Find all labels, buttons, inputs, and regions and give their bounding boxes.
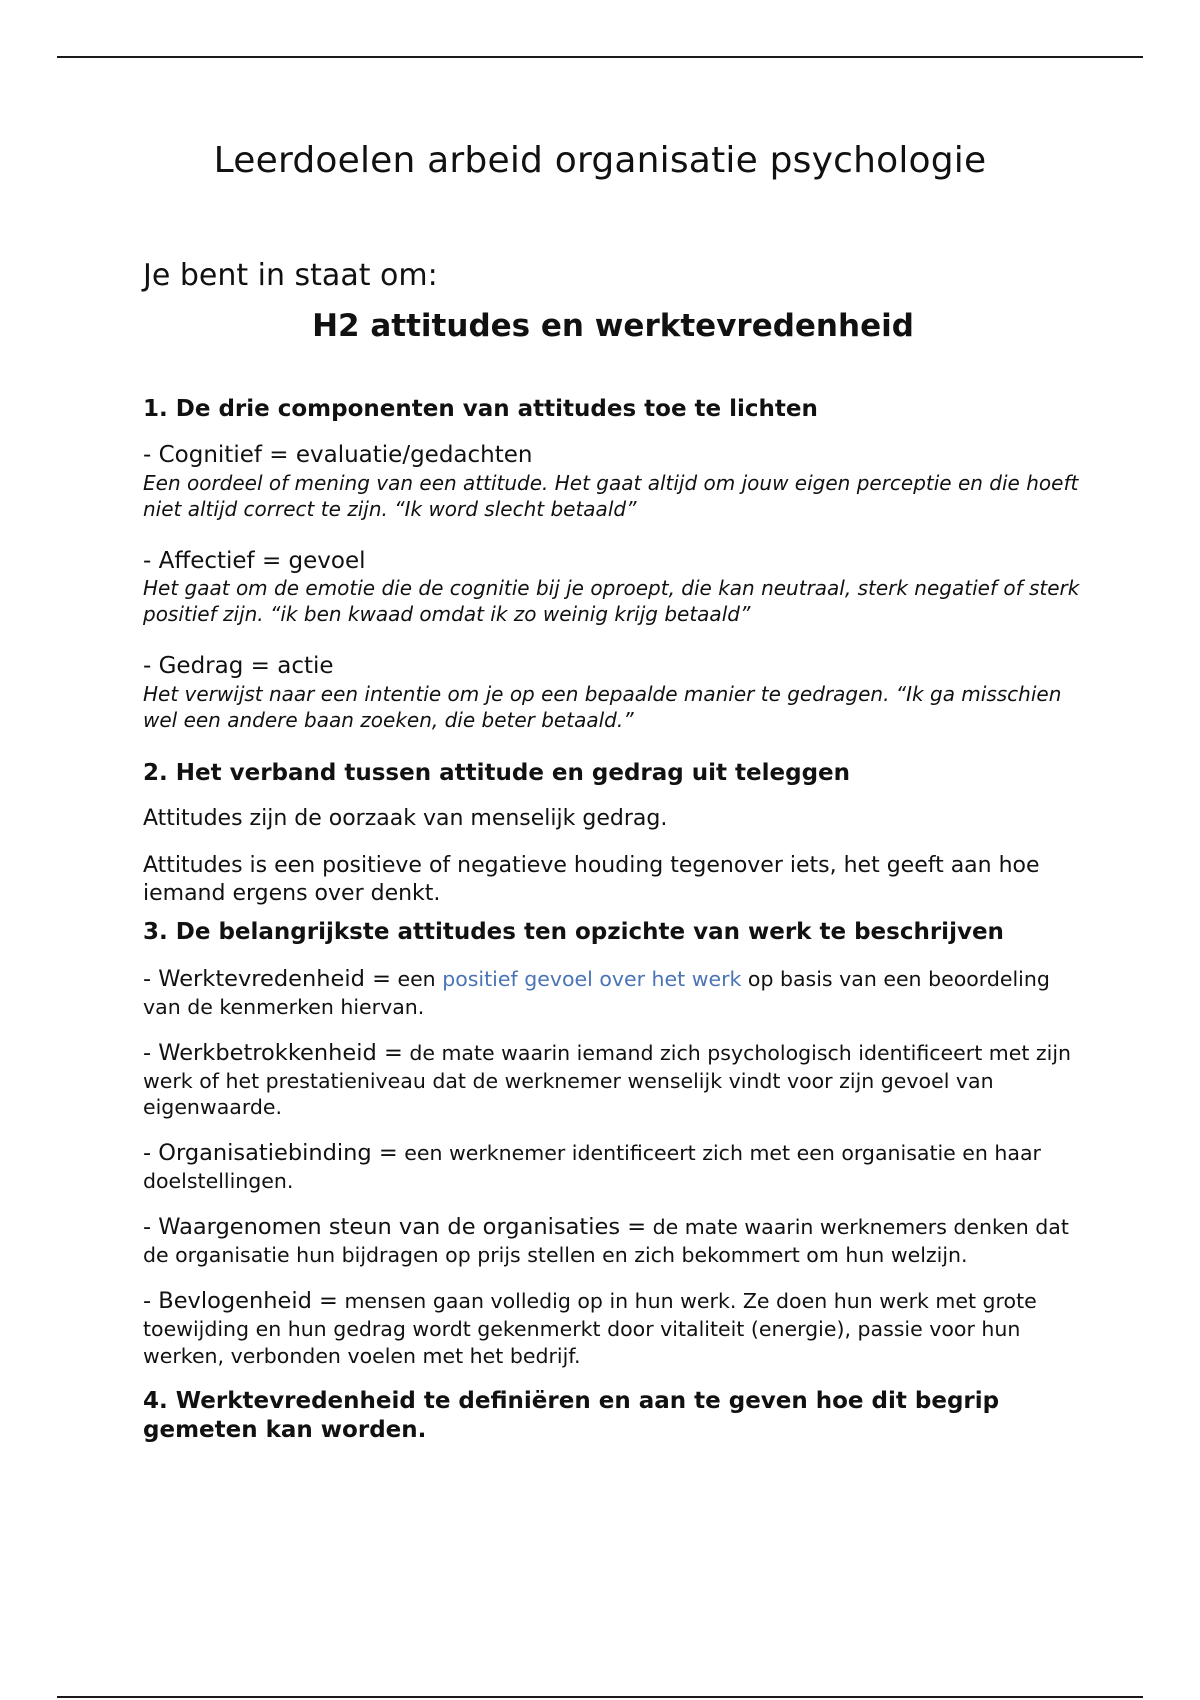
- objective-2: [143, 759, 1083, 908]
- definition-werktevredenheid: [143, 965, 1083, 1021]
- chapter-heading: H2 attitudes en werktevredenheid: [312, 308, 914, 344]
- definition-text: mensen gaan volledig op in hun werk. Ze doen hun werk met grote toewijding en hun gedrag wordt gekenmerkt door vitaliteit (energie), passie voor hun werken, verbonden voelen met het bedrijf.: [143, 1288, 1037, 1368]
- definition-text: een: [390, 966, 443, 991]
- definition-bevlogenheid: [143, 1287, 1083, 1370]
- objective-3: [143, 918, 1083, 1369]
- component-cognitief: [143, 442, 1083, 522]
- intro-text: Je bent in staat om:: [143, 258, 438, 293]
- component-description: Het verwijst naar een intentie om je op een bepaalde manier te gedragen. “Ik ga misschien wel een andere baan zoeken, die beter betaald.”: [143, 681, 1062, 732]
- definition-term: - Werkbetrokkenheid =: [143, 1039, 403, 1066]
- definition-text: een werknemer identificeert zich met een organisatie en haar doelstellingen.: [143, 1141, 1041, 1194]
- definition-term: - Bevlogenheid =: [143, 1287, 338, 1314]
- component-title: - Affectief = gevoel: [143, 547, 366, 574]
- definition-organisatiebinding: [143, 1139, 1083, 1195]
- definition-term: - Werktevredenheid =: [143, 965, 391, 992]
- component-title: - Gedrag = actie: [143, 653, 334, 680]
- objective-heading: 1. De drie componenten van attitudes toe te lichten: [143, 396, 818, 423]
- component-title: - Cognitief = evaluatie/gedachten: [143, 441, 533, 468]
- definition-highlight: positief gevoel over het werk: [442, 966, 742, 991]
- component-gedrag: [143, 653, 1083, 733]
- header-rule: [57, 56, 1143, 58]
- definition-text: op basis van een beoordeling van de kenmerken hiervan.: [143, 966, 1050, 1019]
- objective-4: [143, 1387, 1083, 1445]
- document-body: [143, 258, 1083, 1463]
- objective-heading: 3. De belangrijkste attitudes ten opzichte van werk te beschrijven: [143, 918, 1004, 945]
- definition-werkbetrokkenheid: [143, 1039, 1083, 1122]
- footer-rule: [57, 1696, 1143, 1698]
- component-description: Het gaat om de emotie die de cognitie bij je oproept, die kan neutraal, sterk negatief of sterk positief zijn. “ik ben kwaad omdat ik zo weinig krijg betaald”: [143, 576, 1080, 627]
- objective-heading: 2. Het verband tussen attitude en gedrag uit teleggen: [143, 759, 851, 786]
- definition-term: - Waargenomen steun van de organisaties =: [143, 1214, 647, 1240]
- definition-text: de mate waarin iemand zich psychologisch identificeert met zijn werk of het prestatieniveau dat de werknemer wenselijk vindt voor zijn gevoel van eigenwaarde.: [143, 1040, 1072, 1120]
- component-description: Een oordeel of mening van een attitude. Het gaat altijd om jouw eigen perceptie en die hoeft niet altijd correct te zijn. “Ik word slecht betaald”: [143, 470, 1079, 521]
- objective-heading: 4. Werktevredenheid te definiëren en aan te geven hoe dit begrip gemeten kan worden.: [143, 1388, 1000, 1444]
- objective-1: [143, 395, 1083, 733]
- page-title: Leerdoelen arbeid organisatie psychologie: [213, 140, 987, 181]
- definition-text: de mate waarin werknemers denken dat de organisatie hun bijdragen op prijs stellen en zich bekommert om hun welzijn.: [143, 1215, 1069, 1268]
- definition-term: - Organisatiebinding =: [143, 1140, 398, 1167]
- component-affectief: [143, 548, 1083, 628]
- definition-waargenomen-steun: [143, 1213, 1083, 1269]
- paragraph: Attitudes zijn de oorzaak van menselijk gedrag.: [143, 806, 668, 832]
- paragraph: Attitudes is een positieve of negatieve houding tegenover iets, het geeft aan hoe iemand ergens over denkt.: [143, 852, 1040, 906]
